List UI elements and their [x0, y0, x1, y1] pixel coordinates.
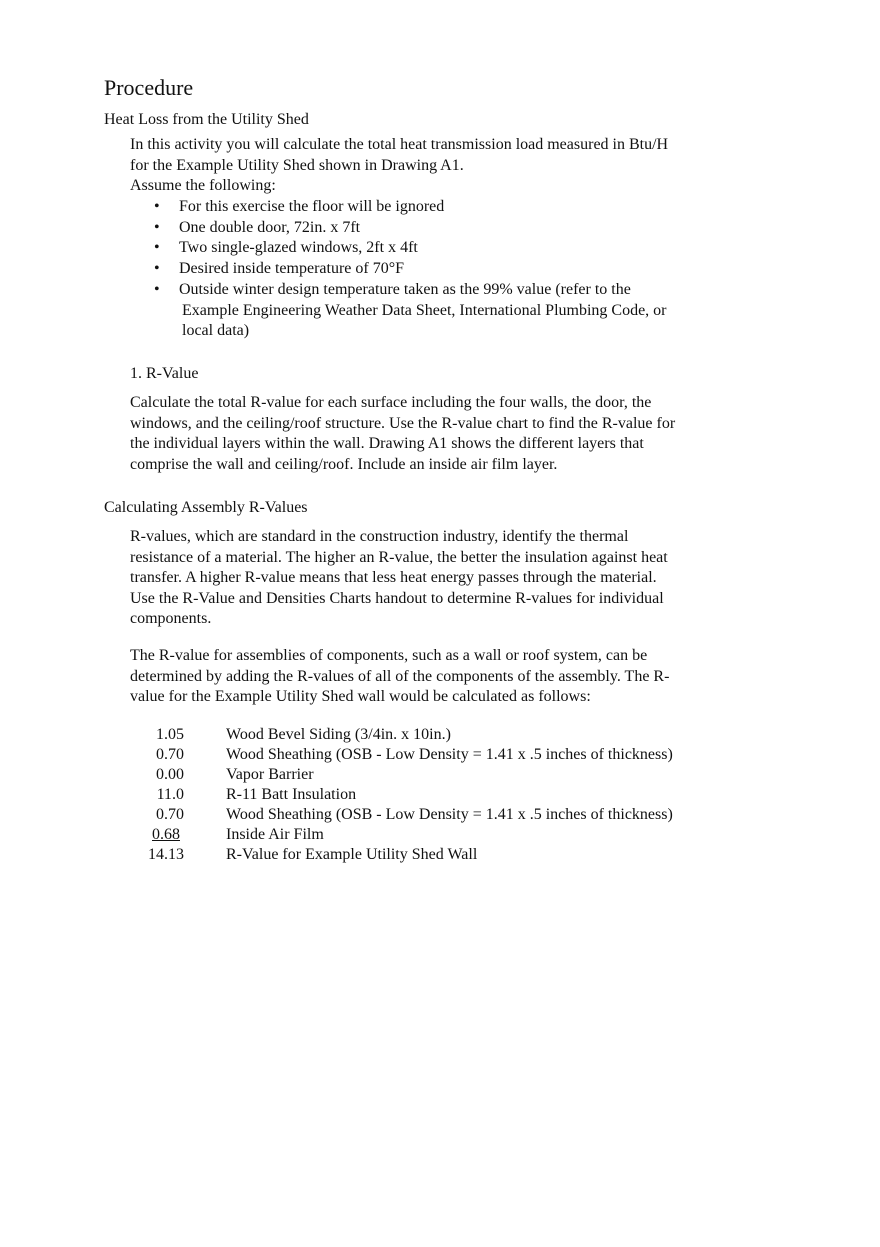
r-value: 1.05 [156, 726, 184, 743]
r-value: 0.70 [156, 746, 184, 763]
r-value: 0.00 [156, 766, 184, 783]
r-value-label: Wood Bevel Siding (3/4in. x 10in.) [226, 726, 451, 743]
r-value: 11.0 [156, 786, 184, 803]
step-1-label: 1. R-Value [130, 365, 199, 382]
table-row [130, 805, 673, 825]
intro-line-2: for the Example Utility Shed shown in Drawing A1. [130, 156, 464, 174]
section-heat-loss-title: Heat Loss from the Utility Shed [104, 111, 309, 128]
assumptions-list [154, 197, 667, 342]
bullet-icon: • [154, 280, 160, 298]
bullet-icon: • [154, 198, 160, 215]
section-assembly-title: Calculating Assembly R-Values [104, 499, 308, 516]
list-item: • One double door, 72in. x 7ft [154, 218, 667, 239]
r-value-label: R-Value for Example Utility Shed Wall [226, 846, 478, 863]
assembly-paragraph-1: R-values, which are standard in the construction industry, identify the thermal resistance of a material. The higher an R-value, the better the insulation against heat transfer. A higher R-value means that less heat energy passes through the material. Use the R-Value and Densities Charts handout to determine R-values for individual components. [130, 528, 668, 627]
r-value-underlined: 0.68 [152, 826, 180, 843]
intro-line-1: In this activity you will calculate the total heat transmission load measured in Btu/H [130, 136, 669, 153]
bullet-continuation-1: Example Engineering Weather Data Sheet, International Plumbing Code, or [182, 301, 667, 319]
r-value-label: Inside Air Film [226, 826, 324, 843]
table-row [130, 765, 673, 785]
bullet-icon: • [154, 218, 160, 236]
r-value: 0.70 [156, 806, 184, 823]
step-1-text: Calculate the total R-value for each surface including the four walls, the door, the windows, and the ceiling/roof structure. Use the R-value chart to find the R-value for the individual layers within the wall. Drawing A1 shows the different layers that comprise the wall and ceiling/roof. Include an inside air film layer. [130, 394, 676, 473]
bullet-icon: • [154, 239, 160, 257]
table-row [130, 725, 673, 745]
table-row-total [130, 845, 673, 865]
table-row [130, 785, 673, 805]
r-value-label: R-11 Batt Insulation [226, 786, 357, 803]
table-row [130, 825, 673, 845]
r-value-table [130, 725, 673, 865]
r-value-label: Vapor Barrier [226, 766, 314, 783]
assume-text: Assume the following: [130, 177, 276, 194]
assembly-paragraph-2: The R-value for assemblies of components, such as a wall or roof system, can be determined by adding the R-values of all of the components of the assembly. The R- value for the Example Utility Shed wall would be calculated as follows: [130, 647, 670, 705]
list-item: • For this exercise the floor will be ignored [154, 197, 667, 218]
list-item: • Desired inside temperature of 70°F [154, 259, 667, 280]
bullet-continuation-2: local data) [182, 322, 250, 340]
table-row [130, 745, 673, 765]
bullet-icon: • [154, 260, 160, 278]
list-item: • Two single-glazed windows, 2ft x 4ft [154, 238, 667, 259]
list-item: • Outside winter design temperature taken as the 99% value (refer to the Example Engineering Weather Data Sheet, International Plumbing Code, or local data) [154, 280, 667, 342]
r-value-label: Wood Sheathing (OSB - Low Density = 1.41 x .5 inches of thickness) [226, 746, 673, 763]
r-value-label: Wood Sheathing (OSB - Low Density = 1.41 x .5 inches of thickness) [226, 806, 673, 823]
page-heading: Procedure [104, 75, 194, 100]
r-value-total: 14.13 [148, 846, 184, 863]
